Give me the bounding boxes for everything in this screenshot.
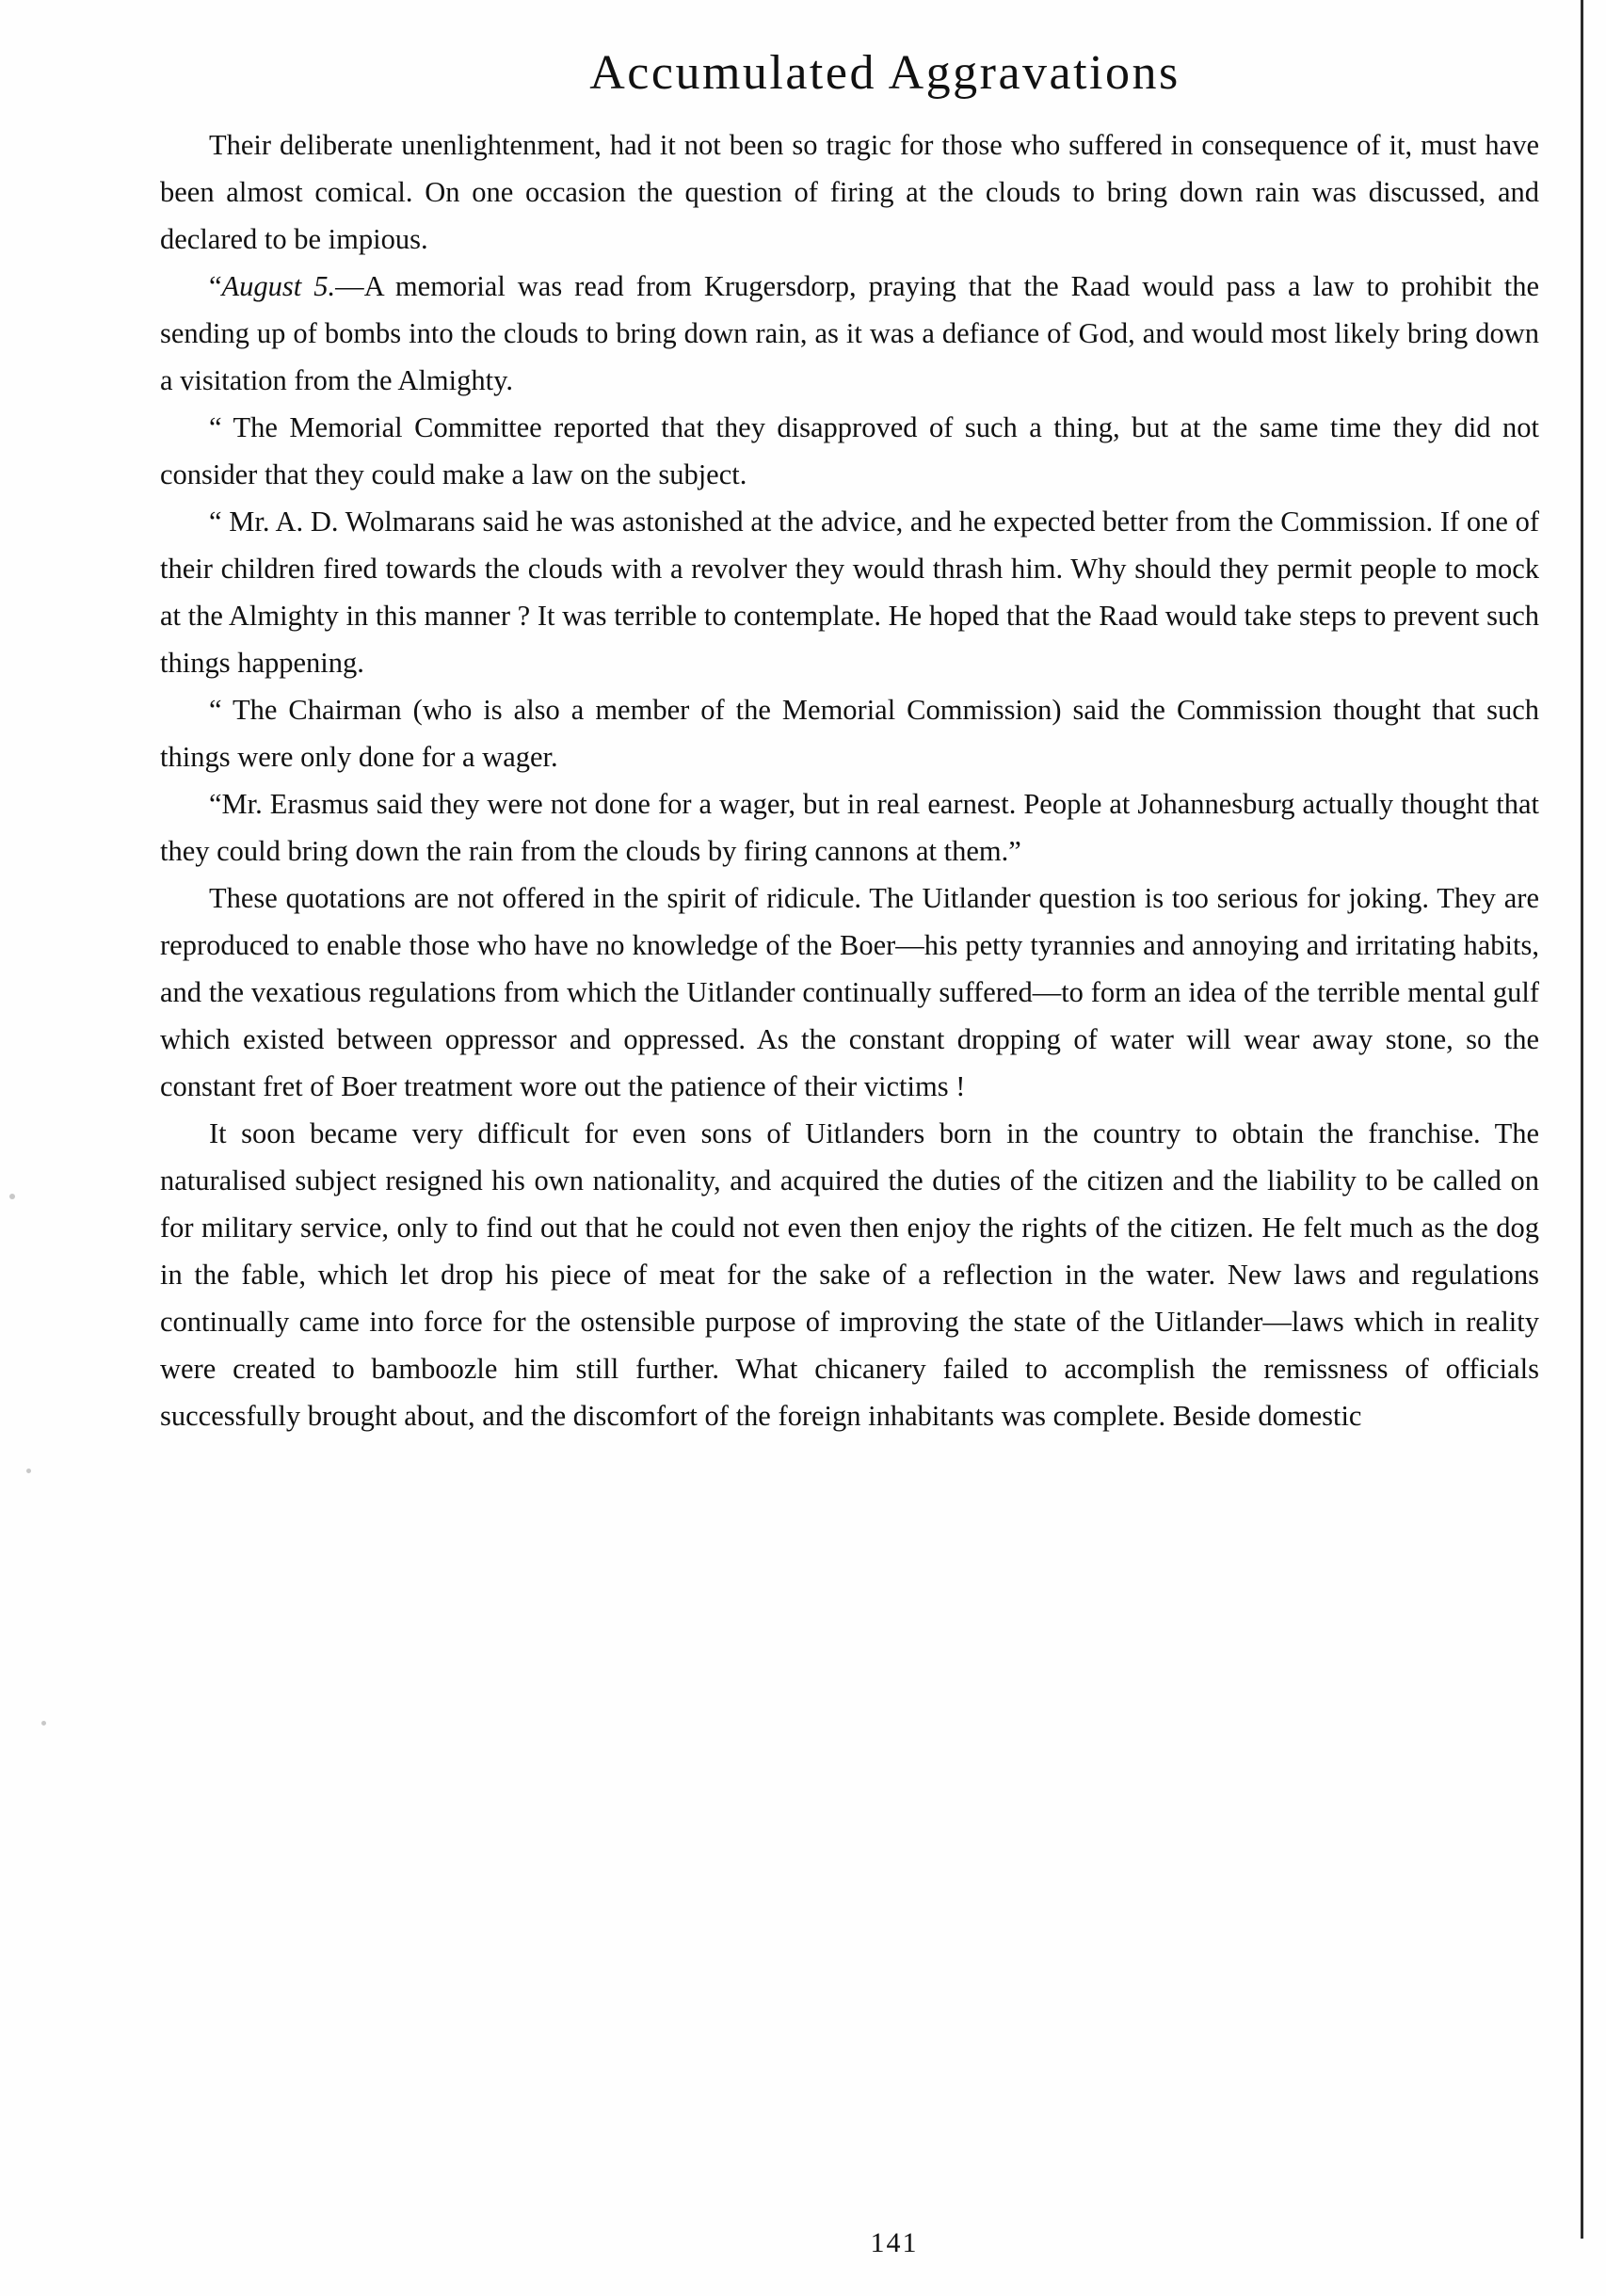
body-text bbox=[160, 121, 1539, 1439]
paragraph: “August 5.—A memorial was read from Krugersdorp, praying that the Raad would pass a law to prohibit the sending up of bombs into the clouds to bring down rain, as it was a defiance of God, and would most likely bring down a visitation from the Almighty. bbox=[160, 270, 1539, 396]
scan-speck bbox=[41, 1721, 46, 1726]
date-emphasis: August 5. bbox=[221, 270, 336, 302]
paragraph: “ The Chairman (who is also a member of the Memorial Commission) said the Commission thought that such things were only done for a wager. bbox=[160, 694, 1539, 773]
paragraph: “Mr. Erasmus said they were not done for a wager, but in real earnest. People at Johannesburg actually thought that they could bring down the rain from the clouds by firing cannons at them.” bbox=[160, 788, 1539, 867]
page-number: 141 bbox=[870, 2227, 919, 2258]
paragraph: These quotations are not offered in the spirit of ridicule. The Uitlander question is too serious for joking. They are reproduced to enable those who have no knowledge of the Boer—his petty tyrannies and annoying and irritating habits, and the vexatious regulations from which the Uitlander continually suffered—to form an idea of the terrible mental gulf which existed between oppressor and oppressed. As the constant dropping of water will wear away stone, so the constant fret of Boer treatment wore out the patience of their victims ! bbox=[160, 882, 1539, 1102]
page-gutter-rule bbox=[1581, 0, 1583, 2239]
paragraph: Their deliberate unenlightenment, had it not been so tragic for those who suffered in consequence of it, must have been almost comical. On one occasion the question of firing at the clouds to bring down rain was discussed, and declared to be impious. bbox=[160, 129, 1539, 255]
paragraph: “ Mr. A. D. Wolmarans said he was astonished at the advice, and he expected better from the Commission. If one of their children fired towards the clouds with a revolver they would thrash him. Why should they permit people to mock at the Almighty in this manner ? It was terrible to contemplate. He hoped that the Raad would take steps to prevent such things happening. bbox=[160, 506, 1539, 679]
paragraph: It soon became very difficult for even sons of Uitlanders born in the country to obtain the franchise. The naturalised subject resigned his own nationality, and acquired the duties of the citizen and the liability to be called on for military service, only to find out that he could not even then enjoy the rights of the citizen. He felt much as the dog in the fable, which let drop his piece of meat for the sake of a reflection in the water. New laws and regulations continually came into force for the ostensible purpose of improving the state of the Uitlander—laws which in reality were created to bamboozle him still further. What chicanery failed to accomplish the remissness of officials successfully brought about, and the discomfort of the foreign inhabitants was complete. Beside domestic bbox=[160, 1117, 1539, 1432]
page-content bbox=[160, 45, 1572, 2258]
scan-speck bbox=[9, 1194, 15, 1199]
page-title: Accumulated Aggravations bbox=[589, 46, 1180, 100]
paragraph: “ The Memorial Committee reported that they disapproved of such a thing, but at the same time they did not consider that they could make a law on the subject. bbox=[160, 411, 1539, 490]
scan-speck bbox=[26, 1469, 31, 1473]
